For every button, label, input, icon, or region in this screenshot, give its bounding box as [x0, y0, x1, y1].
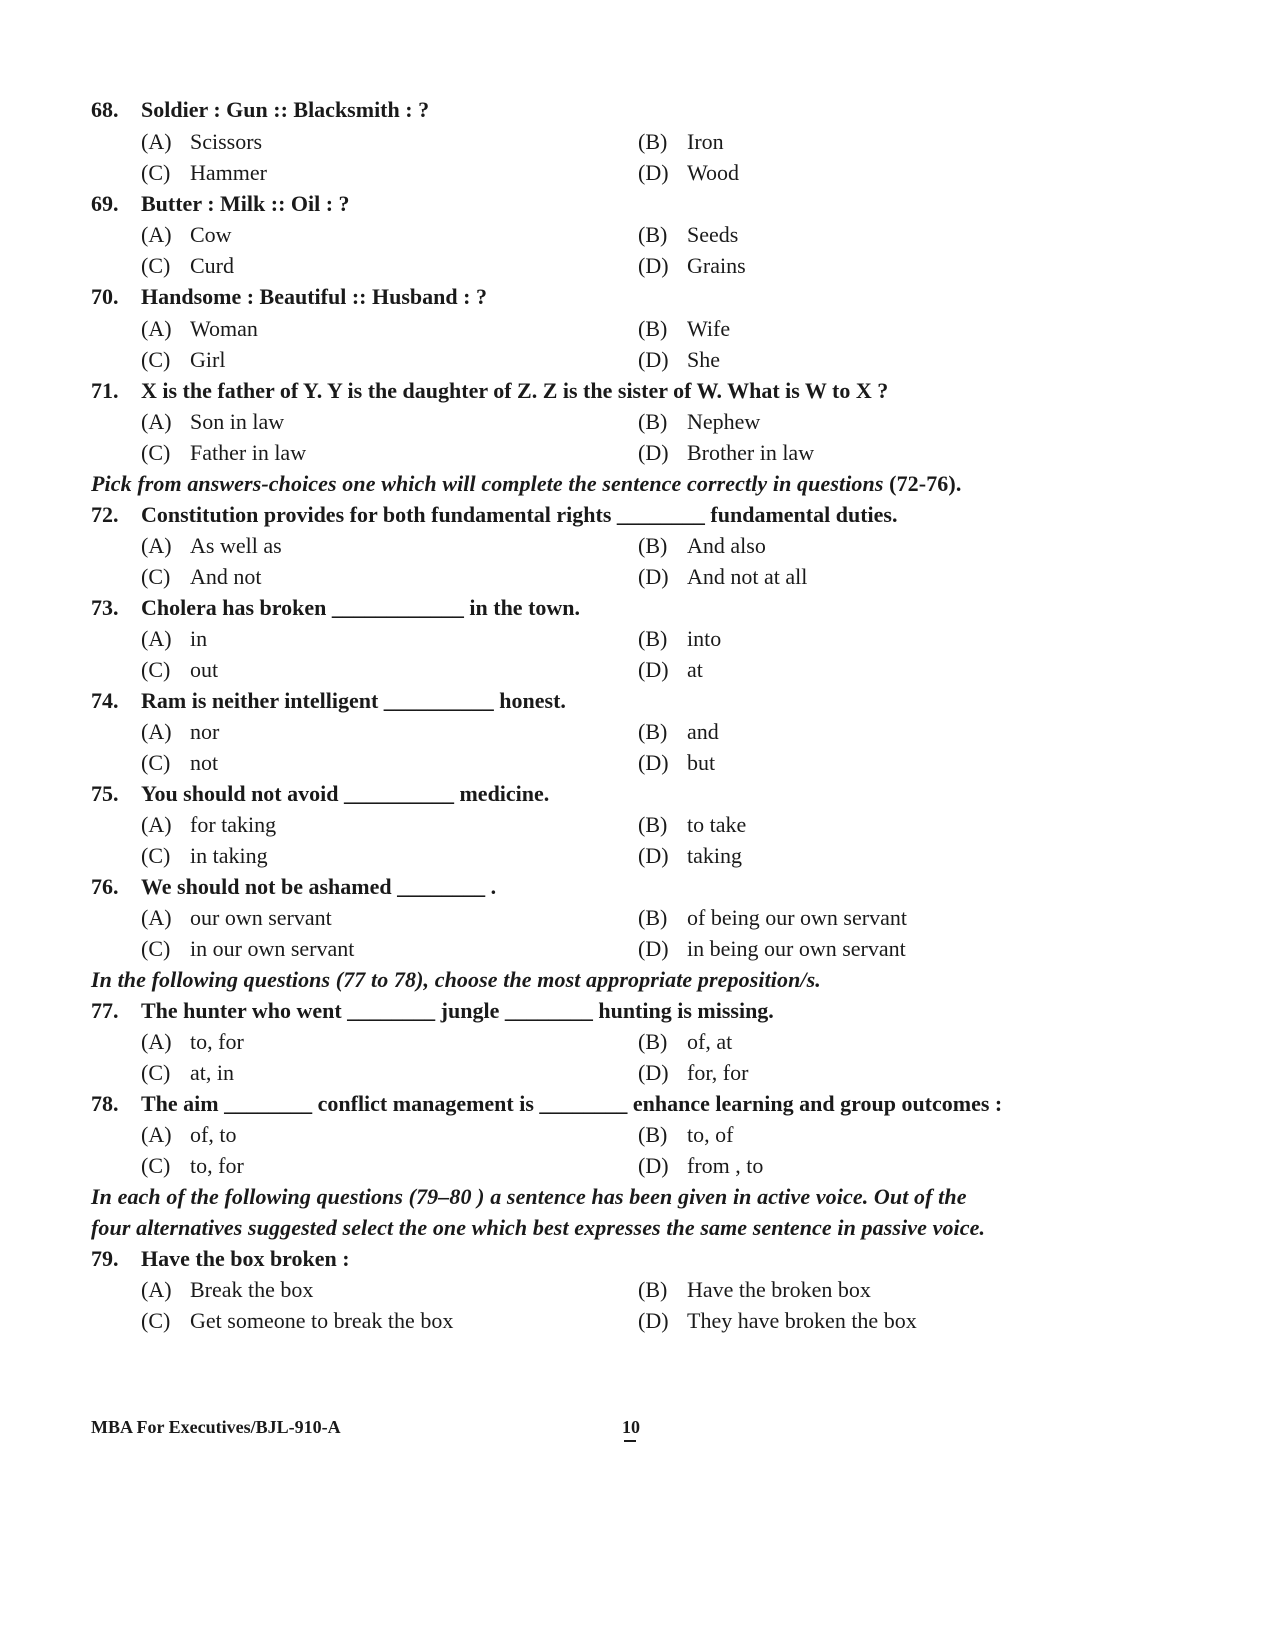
option-b: (B) Nephew [638, 409, 761, 434]
option-b: (B) of being our own servant [638, 905, 907, 930]
option-d: (D) at [638, 657, 703, 682]
question-number: 69. [91, 191, 119, 216]
question-74 [0, 688, 1275, 719]
options-row [0, 719, 1275, 750]
option-b: (B) to take [638, 812, 747, 837]
options-row [0, 1308, 1275, 1339]
option-d: (D) Grains [638, 253, 746, 278]
exam-code: MBA For Executives/BJL-910-A [91, 1417, 341, 1437]
question-77 [0, 998, 1275, 1029]
option-a: (A) of, to [141, 1122, 237, 1147]
question-text: Butter : Milk :: Oil : ? [141, 191, 350, 216]
question-number: 71. [91, 378, 119, 403]
option-d: (D) for, for [638, 1060, 749, 1085]
options-row [0, 533, 1275, 564]
instruction-text: four alternatives suggested select the one which best expresses the same sentence in passive voice. [91, 1215, 986, 1240]
question-number: 70. [91, 284, 119, 309]
question-number: 76. [91, 874, 119, 899]
question-number: 75. [91, 781, 119, 806]
question-text: Have the box broken : [141, 1246, 350, 1271]
question-71 [0, 378, 1275, 409]
instruction-text: In the following questions (77 to 78), choose the most appropriate preposition/s. [91, 967, 821, 992]
instruction-79-80 [0, 1184, 1275, 1215]
question-76 [0, 874, 1275, 905]
option-a: (A) for taking [141, 812, 277, 837]
question-text: Constitution provides for both fundamental rights ________ fundamental duties. [141, 502, 898, 527]
instruction-77-78 [0, 967, 1275, 998]
option-b: (B) And also [638, 533, 766, 558]
question-text: We should not be ashamed ________ . [141, 874, 497, 899]
question-number: 78. [91, 1091, 119, 1116]
option-d: (D) And not at all [638, 564, 808, 589]
options-row [0, 1060, 1275, 1091]
options-row [0, 1153, 1275, 1184]
option-a: (A) nor [141, 719, 220, 744]
options-row [0, 657, 1275, 688]
instruction-79-80-cont [0, 1215, 1275, 1246]
option-b: (B) Have the broken box [638, 1277, 871, 1302]
option-a: (A) Scissors [141, 129, 263, 154]
option-c: (C) Hammer [141, 160, 267, 185]
option-d: (D) but [638, 750, 716, 775]
options-row [0, 129, 1275, 160]
instruction-text: In each of the following questions (79–80 ) a sentence has been given in active voice. Out of the [91, 1184, 967, 1209]
question-70 [0, 284, 1275, 315]
question-73 [0, 595, 1275, 626]
option-b: (B) to, of [638, 1122, 734, 1147]
option-b: (B) Seeds [638, 222, 739, 247]
question-text: X is the father of Y. Y is the daughter of Z. Z is the sister of W. What is W to X ? [141, 378, 889, 403]
option-b: (B) Wife [638, 316, 731, 341]
question-number: 68. [91, 97, 119, 122]
question-text: Soldier : Gun :: Blacksmith : ? [141, 97, 430, 122]
options-row [0, 626, 1275, 657]
option-d: (D) in being our own servant [638, 936, 906, 961]
option-d: (D) She [638, 347, 720, 372]
option-a: (A) our own servant [141, 905, 332, 930]
option-a: (A) Cow [141, 222, 232, 247]
option-c: (C) at, in [141, 1060, 234, 1085]
question-text: You should not avoid __________ medicine. [141, 781, 550, 806]
option-d: (D) Brother in law [638, 440, 815, 465]
question-text: The aim ________ conflict management is ________ enhance learning and group outcomes : [141, 1091, 1003, 1116]
option-b: (B) and [638, 719, 719, 744]
question-number: 72. [91, 502, 119, 527]
question-72 [0, 502, 1275, 533]
option-a: (A) Son in law [141, 409, 285, 434]
options-row [0, 843, 1275, 874]
options-row [0, 1277, 1275, 1308]
question-69 [0, 191, 1275, 222]
options-row [0, 905, 1275, 936]
question-78 [0, 1091, 1275, 1122]
options-row [0, 812, 1275, 843]
option-c: (C) in our own servant [141, 936, 355, 961]
page-number-underline [624, 1440, 636, 1442]
question-79 [0, 1246, 1275, 1277]
question-75 [0, 781, 1275, 812]
question-number: 73. [91, 595, 119, 620]
option-d: (D) from , to [638, 1153, 764, 1178]
option-c: (C) to, for [141, 1153, 244, 1178]
options-row [0, 440, 1275, 471]
options-row [0, 564, 1275, 595]
option-c: (C) Father in law [141, 440, 307, 465]
question-text: Cholera has broken ____________ in the town. [141, 595, 581, 620]
page-number: 10 [622, 1417, 640, 1437]
options-row [0, 1029, 1275, 1060]
option-c: (C) out [141, 657, 219, 682]
options-row [0, 1122, 1275, 1153]
option-d: (D) Wood [638, 160, 740, 185]
options-row [0, 253, 1275, 284]
options-row [0, 750, 1275, 781]
instruction-text: Pick from answers-choices one which will complete the sentence correctly in questions (72-76). [91, 471, 962, 496]
option-b: (B) of, at [638, 1029, 733, 1054]
options-row [0, 222, 1275, 253]
option-a: (A) Break the box [141, 1277, 314, 1302]
option-a: (A) Woman [141, 316, 258, 341]
question-text: Handsome : Beautiful :: Husband : ? [141, 284, 487, 309]
option-a: (A) As well as [141, 533, 282, 558]
option-c: (C) in taking [141, 843, 268, 868]
question-text: The hunter who went ________ jungle ________ hunting is missing. [141, 998, 774, 1023]
option-d: (D) They have broken the box [638, 1308, 917, 1333]
question-number: 77. [91, 998, 119, 1023]
option-a: (A) to, for [141, 1029, 244, 1054]
instruction-72-76 [0, 471, 1275, 502]
question-number: 74. [91, 688, 119, 713]
option-c: (C) not [141, 750, 219, 775]
question-number: 79. [91, 1246, 119, 1271]
options-row [0, 347, 1275, 378]
option-a: (A) in [141, 626, 208, 651]
option-b: (B) Iron [638, 129, 724, 154]
options-row [0, 409, 1275, 440]
options-row [0, 316, 1275, 347]
option-b: (B) into [638, 626, 722, 651]
options-row [0, 160, 1275, 191]
question-68 [0, 97, 1275, 128]
option-c: (C) Get someone to break the box [141, 1308, 454, 1333]
option-d: (D) taking [638, 843, 742, 868]
options-row [0, 936, 1275, 967]
option-c: (C) And not [141, 564, 262, 589]
option-c: (C) Girl [141, 347, 226, 372]
question-text: Ram is neither intelligent __________ honest. [141, 688, 566, 713]
option-c: (C) Curd [141, 253, 234, 278]
